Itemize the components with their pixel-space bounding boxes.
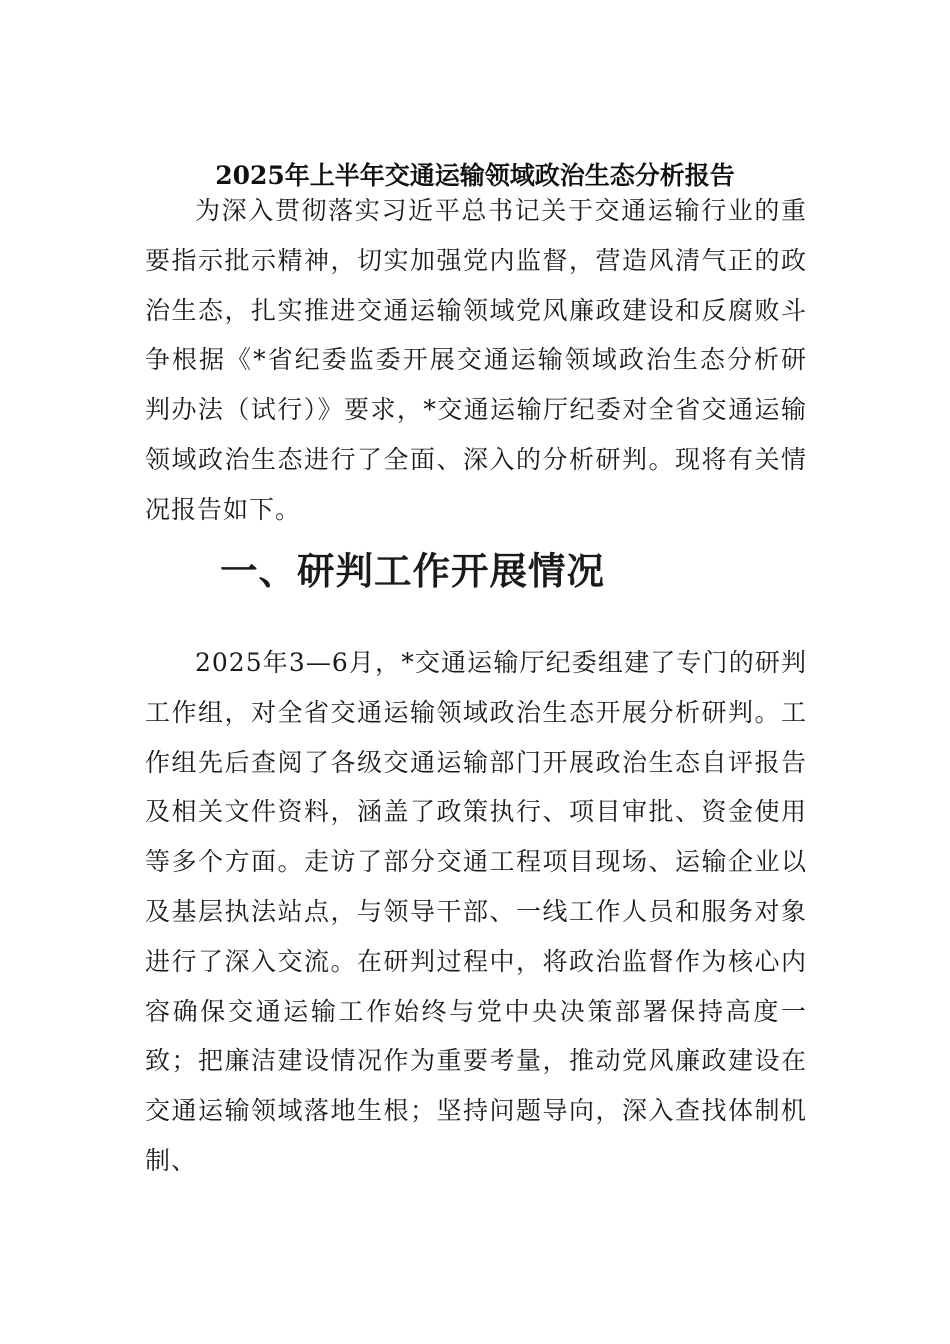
section-heading: 一、研判工作开展情况 <box>220 549 605 593</box>
document-title: 2025年上半年交通运输领域政治生态分析报告 <box>215 161 735 190</box>
intro-paragraph: 为深入贯彻落实习近平总书记关于交通运输行业的重要指示批示精神，切实加强党内监督，营造风清气正的政治生态，扎实推进交通运输领域党风廉政建设和反腐败斗争根据《*省纪委监委开展交通运输领域政治生态分析研判办法（试行）》要求，*交通运输厅纪委对全省交通运输领域政治生态进行了全面、深入的分析研判。现将有关情况报告如下。 <box>145 196 807 524</box>
intro-section <box>145 186 807 535</box>
section-1-heading-block <box>145 547 807 597</box>
section-paragraph: 2025年3—6月，*交通运输厅纪委组建了专门的研判工作组，对全省交通运输领域政治生态开展分析研判。工作组先后查阅了各级交通运输部门开展政治生态自评报告及相关文件资料，涵盖了政策执行、项目审批、资金使用等多个方面。走访了部分交通工程项目现场、运输企业以及基层执法站点，与领导干部、一线工作人员和服务对象进行了深入交流。在研判过程中，将政治监督作为核心内容确保交通运输工作始终与党中央决策部署保持高度一致；把廉洁建设情况作为重要考量，推动党风廉政建设在交通运输领域落地生根；坚持问题导向，深入查找体制机制、 <box>145 648 807 1175</box>
section-1-body <box>145 638 807 1186</box>
